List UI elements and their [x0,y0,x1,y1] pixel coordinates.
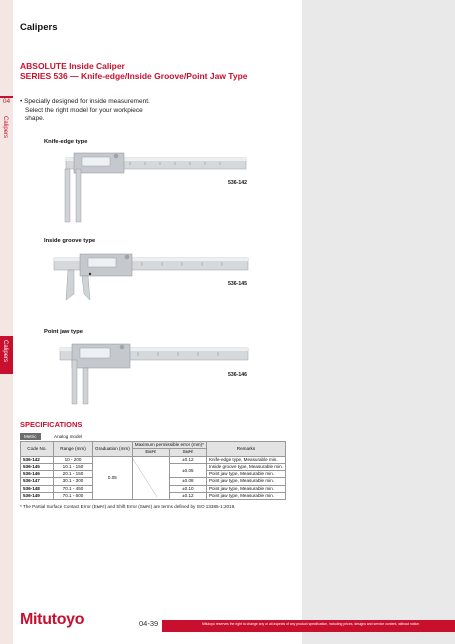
table-row [21,456,286,463]
model-code-536-146: 536-146 [228,372,248,378]
header-range: Range (mm) [54,442,93,457]
header-graduation: Graduation (mm) [93,442,133,457]
cell-remarks: Point jaw type, Measurable min. [206,471,285,478]
page-tab[interactable]: 04 [2,98,11,105]
header-mpe-s: Sᴍᴘᴇ [169,449,206,456]
cell-range: 10 - 200 [54,456,93,463]
type-label-knife-edge: Knife-edge type [44,139,88,145]
diagonal-na-mark [133,459,157,497]
type-label-point-jaw: Point jaw type [44,329,83,335]
cell-mpe-s: ±0.05 [169,463,206,478]
side-index-label[interactable]: Calipers [2,340,8,363]
cell-range: 30.1 - 300 [54,478,93,485]
cell-range: 20.1 - 150 [54,471,93,478]
cell-remarks: Point jaw type, Measurable min. [206,493,285,500]
feature-line-1: • Specially designed for inside measurement. [20,98,150,105]
cell-range: 10.1 - 150 [54,463,93,470]
feature-line-2: Select the right model for your workpiece [25,106,143,114]
product-title-line2: SERIES 536 — Knife-edge/Inside Groove/Point Jaw Type [20,71,248,81]
mitutoyo-logo: Mitutoyo [20,611,85,628]
cell-range: 70.1 - 600 [54,493,93,500]
caliper-knife-edge-image [60,150,250,230]
specifications-table [20,441,286,500]
cell-range: 70.1 - 450 [54,485,93,492]
cell-remarks: Inside groove type, Measurable min. [206,463,285,470]
header-code: Code No. [21,442,54,457]
header-remarks: Remarks [206,442,285,457]
product-title [20,61,248,81]
model-code-536-142: 536-142 [228,180,248,186]
cell-code: 536-147 [21,478,54,485]
cell-remarks: Point jaw type, Measurable min. [206,478,285,485]
cell-mpe-s: ±0.12 [169,493,206,500]
metric-tag: Metric [20,433,41,440]
footer-disclaimer: Mitutoyo reserves the right to change any or all aspects of any product specification, including prices, designs and service content, without notice. [202,622,420,626]
page-number: 04-39 [139,619,159,628]
cell-mpe-s: ±0.08 [169,478,206,485]
specifications-heading: SPECIFICATIONS [20,420,83,429]
cell-code: 536-142 [21,456,54,463]
cell-code: 536-146 [21,471,54,478]
cell-mpe-e-na [132,456,169,500]
side-label-calipers: Calipers [2,116,8,139]
cell-code: 536-145 [21,463,54,470]
cell-graduation: 0.05 [93,456,133,500]
analog-model-label: Analog model [54,434,83,439]
feature-line-3: shape. [25,115,45,122]
cell-remarks: Knife-edge type, Measurable min. [206,456,285,463]
type-label-inside-groove: Inside groove type [44,238,96,244]
section-title: Calipers [20,22,58,33]
header-mpe-e: Eᴍᴘᴇ [132,449,169,456]
cell-remarks: Point jaw type, Measurable min. [206,485,285,492]
cell-code: 536-149 [21,493,54,500]
header-mpe: Maximum permissible error (mm)* [132,442,206,449]
caliper-point-jaw-image [58,340,252,410]
right-gutter [302,0,455,644]
table-header-row [21,442,286,449]
cell-code: 536-148 [21,485,54,492]
model-code-536-145: 536-145 [228,281,248,287]
cell-mpe-s: ±0.12 [169,456,206,463]
feature-list [20,98,220,124]
caliper-inside-groove-image [52,250,252,305]
product-title-line1: ABSOLUTE Inside Caliper [20,61,125,71]
cell-mpe-s: ±0.10 [169,485,206,492]
table-footnote: * The Partial Surface Contact Error (Eᴍᴘᴇ) and Shift Error (Sᴍᴘᴇ) are terms defined by ISO 13385-1:2019. [20,504,236,509]
